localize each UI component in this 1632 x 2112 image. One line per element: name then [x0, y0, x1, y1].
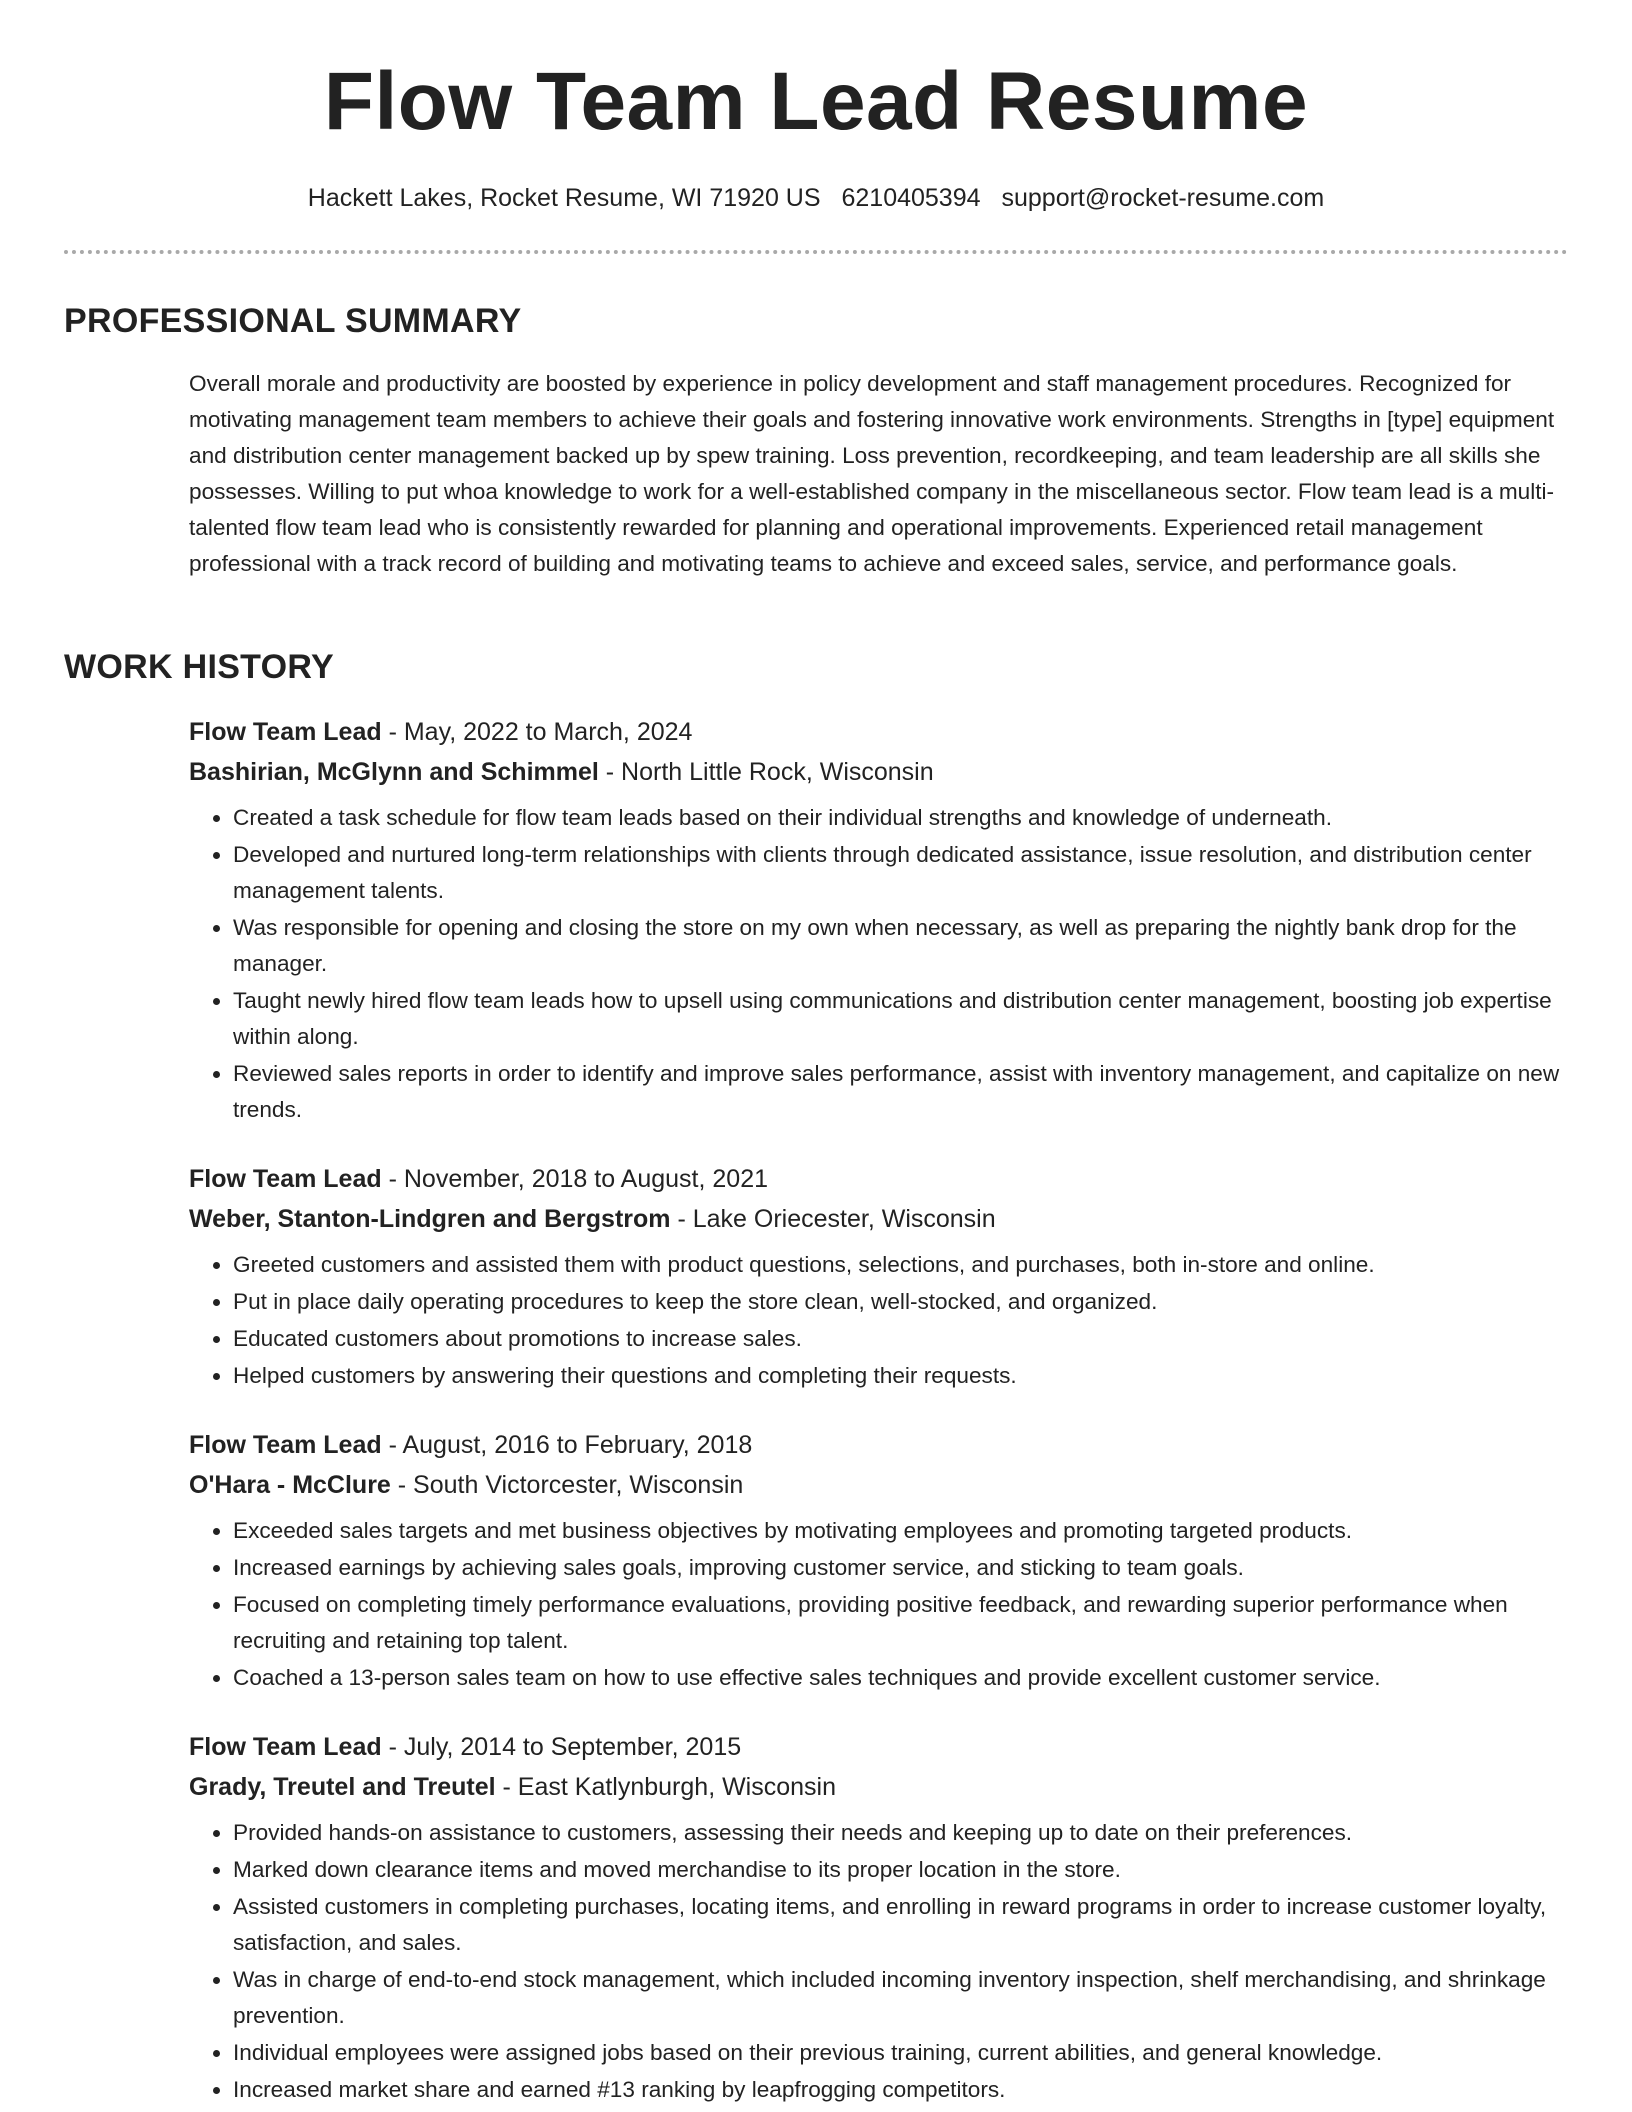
job-bullet: • Provided hands-on assistance to customers, assessing their needs and keeping up to date on their preferences. [233, 1815, 1569, 1851]
contact-phone: 6210405394 [841, 184, 981, 212]
job-company-line [189, 1465, 1569, 1505]
contact-address: Hackett Lakes, Rocket Resume, WI 71920 US [307, 184, 821, 212]
job-bullet: • Educated customers about promotions to increase sales. [233, 1321, 1569, 1357]
job-bullet: • Reviewed sales reports in order to identify and improve sales performance, assist with inventory management, and capitalize on new trends. [233, 1056, 1569, 1128]
job-entry [189, 1425, 1569, 1696]
job-bullet: • Coached a 13-person sales team on how to use effective sales techniques and provide excellent customer service. [233, 1660, 1569, 1696]
job-bullet: • Increased market share and earned #13 ranking by leapfrogging competitors. [233, 2072, 1569, 2108]
job-location: - South Victorcester, Wisconsin [390, 1471, 744, 1499]
job-bullet: • Was in charge of end-to-end stock management, which included incoming inventory inspection, shelf merchandising, and shrinkage prevention. [233, 1962, 1569, 2034]
job-bullet: • Put in place daily operating procedures to keep the store clean, well-stocked, and organized. [233, 1284, 1569, 1320]
job-bullet: • Focused on completing timely performance evaluations, providing positive feedback, and rewarding superior performance when recruiting and retaining top talent. [233, 1587, 1569, 1659]
job-bullet: • Developed and nurtured long-term relationships with clients through dedicated assistance, issue resolution, and distribution center management talents. [233, 837, 1569, 909]
job-company: Weber, Stanton-Lindgren and Bergstrom [189, 1205, 671, 1233]
job-dates: - August, 2016 to February, 2018 [381, 1431, 753, 1459]
job-dates: - May, 2022 to March, 2024 [381, 718, 693, 746]
job-bullet: • Taught newly hired flow team leads how to upsell using communications and distribution center management, boosting job expertise within along. [233, 983, 1569, 1055]
job-title-line [189, 712, 1569, 752]
job-entry [189, 1159, 1569, 1394]
job-title: Flow Team Lead [189, 718, 382, 746]
job-title-line [189, 1159, 1569, 1199]
summary-text: Overall morale and productivity are boosted by experience in policy development and staff management procedures. Recognized for motivating management team members to achieve their goals and fostering innovative work environments. Strengths in [type] equipment and distribution center management backed up by spew training. Loss prevention, recordkeeping, and team leadership are all skills she possesses. Willing to put whoa knowledge to work for a well-established company in the miscellaneous sector. Flow team lead is a multi-talented flow team lead who is consistently rewarded for planning and operational improvements. Experienced retail management professional with a track record of building and motivating teams to achieve and exceed sales, service, and performance goals. [189, 371, 1555, 576]
summary-heading: PROFESSIONAL SUMMARY [64, 302, 522, 340]
job-bullet: • Exceeded sales targets and met business objectives by motivating employees and promoting targeted products. [233, 1513, 1569, 1549]
job-bullet: • Helped customers by answering their questions and completing their requests. [233, 1358, 1569, 1394]
job-bullets [189, 800, 1569, 1128]
job-title: Flow Team Lead [189, 1431, 382, 1459]
resume-title: Flow Team Lead Resume [323, 56, 1309, 147]
job-company: O'Hara - McClure [189, 1471, 391, 1499]
work-history-list [189, 712, 1569, 2112]
job-title: Flow Team Lead [189, 1165, 382, 1193]
job-title: Flow Team Lead [189, 1733, 382, 1761]
job-bullet: • Created a task schedule for flow team leads based on their individual strengths and knowledge of underneath. [233, 800, 1569, 836]
job-title-line [189, 1425, 1569, 1465]
job-bullet: • Marked down clearance items and moved merchandise to its proper location in the store. [233, 1852, 1569, 1888]
job-bullets [189, 1815, 1569, 2108]
job-bullet: • Assisted customers in completing purchases, locating items, and enrolling in reward programs in order to increase customer loyalty, satisfaction, and sales. [233, 1889, 1569, 1961]
job-company-line [189, 1199, 1569, 1239]
job-bullets [189, 1247, 1569, 1394]
contact-line [0, 181, 1632, 215]
job-location: - East Katlynburgh, Wisconsin [495, 1773, 836, 1801]
job-company-line [189, 752, 1569, 792]
header-divider [64, 250, 1568, 254]
job-entry [189, 1727, 1569, 2108]
job-bullet: • Was responsible for opening and closing the store on my own when necessary, as well as preparing the nightly bank drop for the manager. [233, 910, 1569, 982]
job-bullet: • Greeted customers and assisted them with product questions, selections, and purchases, both in-store and online. [233, 1247, 1569, 1283]
job-company: Grady, Treutel and Treutel [189, 1773, 496, 1801]
job-dates: - July, 2014 to September, 2015 [381, 1733, 742, 1761]
job-bullets [189, 1513, 1569, 1696]
job-company-line [189, 1767, 1569, 1807]
job-bullet: • Increased earnings by achieving sales goals, improving customer service, and sticking to team goals. [233, 1550, 1569, 1586]
job-bullet: • Individual employees were assigned jobs based on their previous training, current abilities, and general knowledge. [233, 2035, 1569, 2071]
work-history-heading: WORK HISTORY [64, 648, 334, 686]
job-title-line [189, 1727, 1569, 1767]
job-entry [189, 712, 1569, 1128]
job-location: - Lake Oriecester, Wisconsin [670, 1205, 996, 1233]
job-dates: - November, 2018 to August, 2021 [381, 1165, 769, 1193]
contact-email: support@rocket-resume.com [1001, 184, 1325, 212]
job-location: - North Little Rock, Wisconsin [598, 758, 934, 786]
job-company: Bashirian, McGlynn and Schimmel [189, 758, 599, 786]
